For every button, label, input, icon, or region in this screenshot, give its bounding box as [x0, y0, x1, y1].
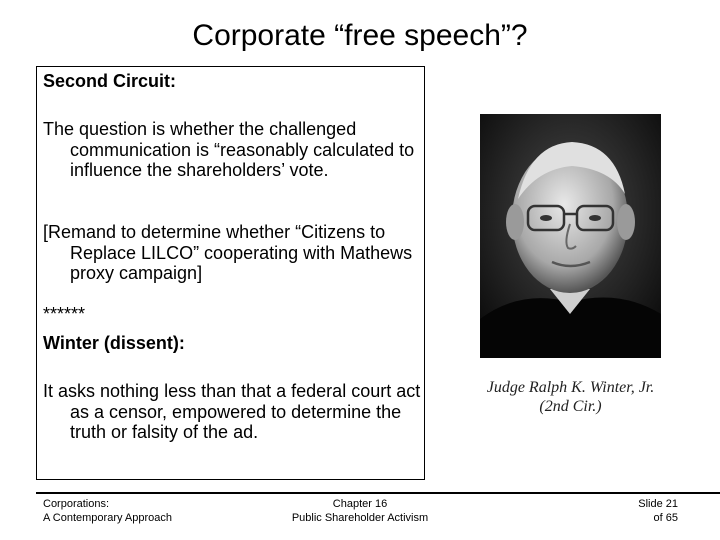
footer-divider [36, 492, 720, 494]
second-circuit-quote: The question is whether the challenged communication is “reasonably calculated to influence the shareholders’ vote. [43, 119, 415, 180]
remand-note: [Remand to determine whether “Citizens to Replace LILCO” cooperating with Mathews proxy campaign] [43, 222, 413, 283]
photo-caption-name: Judge Ralph K. Winter, Jr. [486, 379, 655, 396]
separator-text: ****** [43, 304, 86, 324]
footer-center-line2: Public Shareholder Activism [291, 512, 429, 524]
footer-center-line1: Chapter 16 [332, 498, 388, 510]
winter-dissent-quote: It asks nothing less than that a federal court act as a censor, empowered to determine the truth or falsity of the ad. [43, 381, 421, 442]
footer-right [580, 497, 678, 525]
photo-caption [480, 378, 661, 416]
footer-center [260, 497, 460, 525]
slide-number: Slide 21 [638, 498, 678, 510]
second-circuit-heading: Second Circuit: [43, 71, 177, 91]
footer-left [43, 497, 172, 525]
slide-total: of 65 [653, 512, 678, 524]
portrait-illustration [480, 114, 661, 358]
footer-left-line1: Corporations: [43, 498, 110, 510]
photo-caption-court: (2nd Cir.) [539, 398, 602, 415]
winter-dissent-heading: Winter (dissent): [43, 333, 185, 353]
footer-left-line2: A Contemporary Approach [43, 512, 173, 524]
judge-portrait-photo [480, 114, 661, 358]
slide-title: Corporate “free speech”? [192, 19, 528, 52]
